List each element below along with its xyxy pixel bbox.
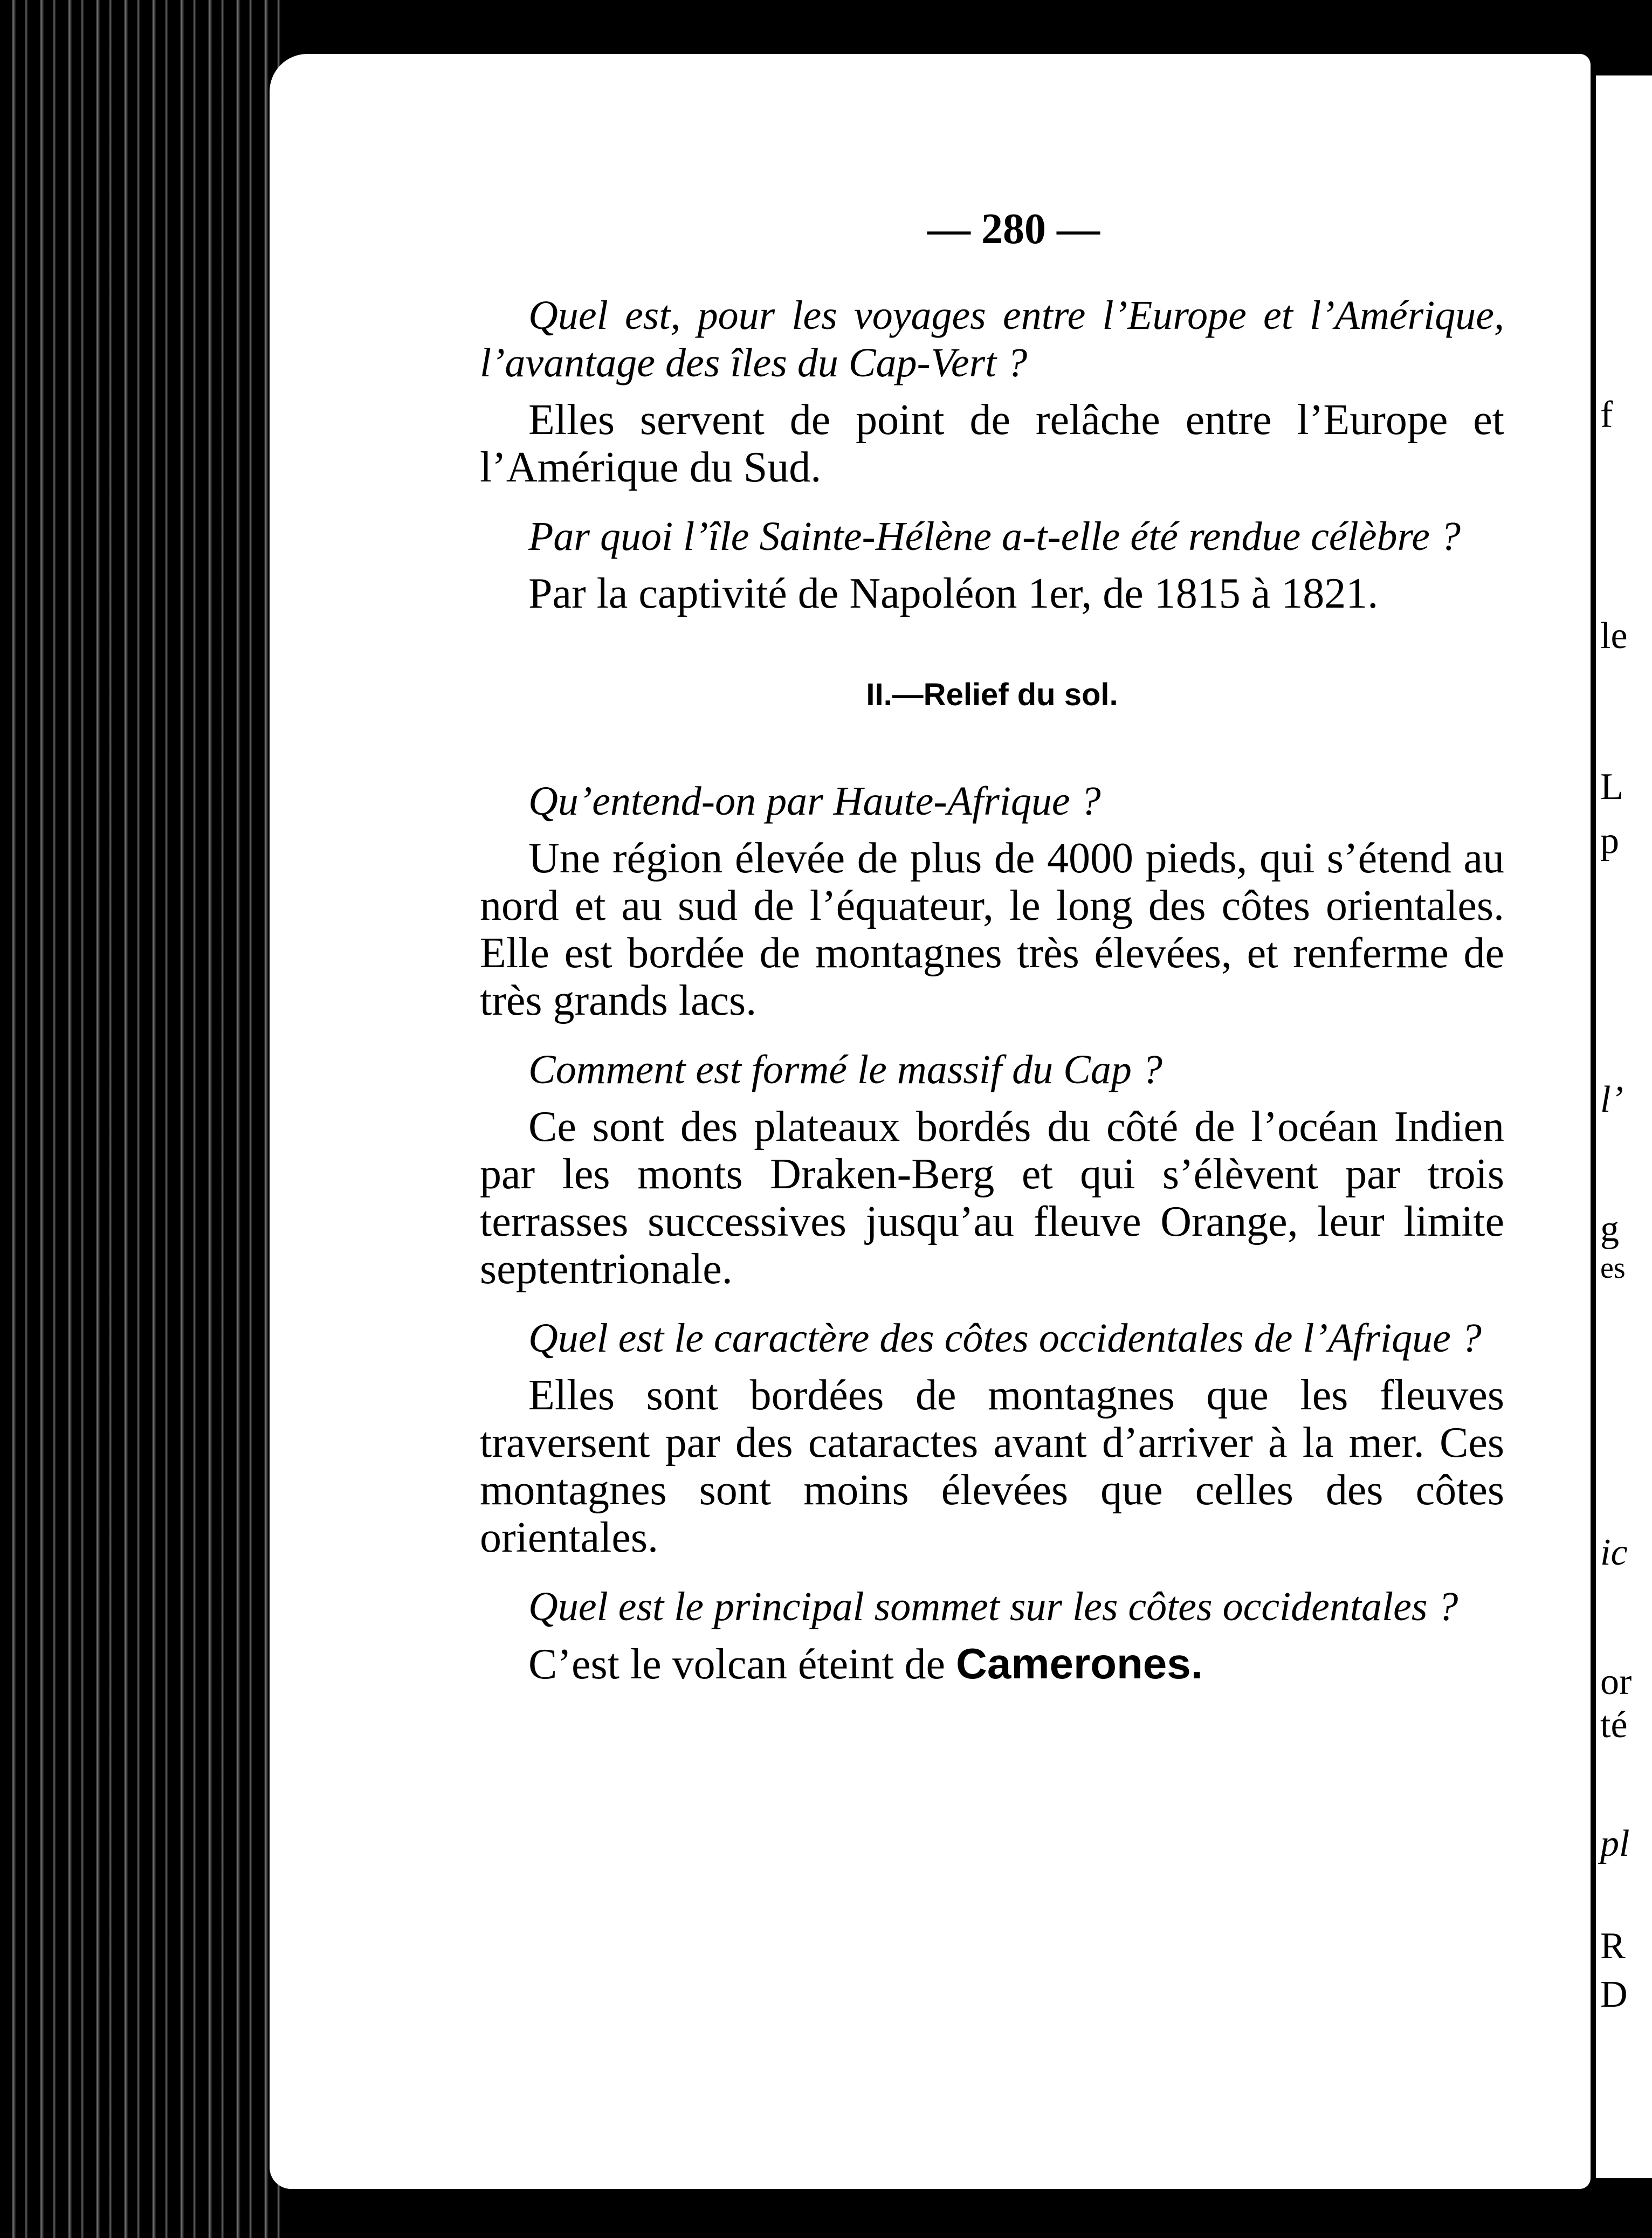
next-page-fragment: R — [1600, 1925, 1626, 1967]
answer: Par la captivité de Napoléon 1er, de 1815 à 1821. — [528, 570, 1379, 617]
question: Qu’entend-on par Haute-Afrique ? — [528, 779, 1101, 824]
next-page-fragment: es — [1600, 1251, 1626, 1285]
answer: Ce sont des plateaux bordés du côté de l’océan Indien par les monts Draken-Berg et qui s’élèvent par trois terrasses successives jusqu’au fleuve Orange, leur limite septentrionale. — [480, 1103, 1504, 1293]
next-page-fragment: L — [1600, 766, 1623, 808]
question: Quel est le principal sommet sur les côtes occidentales ? — [528, 1584, 1458, 1629]
qa-block — [480, 1314, 1504, 1561]
page-content — [480, 205, 1504, 1710]
answer-emphasis: Camerones. — [956, 1640, 1203, 1688]
answer: Une région élevée de plus de 4000 pieds, qui s’étend au nord et au sud de l’équateur, le long des côtes orientales. Elle est bordée de montagnes très élevées, et renferme de très grands lacs. — [480, 835, 1504, 1024]
question: Quel est le caractère des côtes occidentales de l’Afrique ? — [528, 1316, 1482, 1361]
qa-block — [480, 777, 1504, 1024]
section-heading: II.—Relief du sol. — [866, 677, 1118, 712]
next-page-fragment: té — [1600, 1704, 1628, 1746]
qa-block — [480, 513, 1504, 617]
next-page-fragment: or — [1600, 1661, 1632, 1703]
qa-block — [480, 292, 1504, 491]
next-page-edge — [1596, 75, 1652, 2178]
page-number: — 280 — — [927, 205, 1100, 253]
question: Par quoi l’île Sainte-Hélène a-t-elle été rendue célèbre ? — [528, 514, 1461, 559]
next-page-fragment: le — [1600, 615, 1628, 657]
qa-block — [480, 1046, 1504, 1293]
next-page-fragment: f — [1600, 394, 1613, 436]
question: Comment est formé le massif du Cap ? — [528, 1047, 1162, 1092]
next-page-fragment: D — [1600, 1974, 1628, 2015]
next-page-fragment: pl — [1600, 1823, 1630, 1864]
next-page-fragment: l’ — [1600, 1079, 1623, 1120]
next-page-fragment: ic — [1600, 1532, 1628, 1573]
answer-text: C’est le volcan éteint de — [528, 1641, 956, 1688]
question: Quel est, pour les voyages entre l’Europe et l’Amérique, l’avantage des îles du Cap-Vert ? — [480, 293, 1504, 385]
qa-block — [480, 1583, 1504, 1688]
answer: Elles servent de point de relâche entre l’Europe et l’Amérique du Sud. — [480, 396, 1504, 491]
answer: Elles sont bordées de montagnes que les fleuves traversent par des cataractes avant d’arriver à la mer. Ces montagnes sont moins élevées que celles des côtes orientales. — [480, 1372, 1504, 1561]
answer — [480, 1640, 1504, 1688]
next-page-fragment: p — [1600, 820, 1619, 862]
next-page-fragment: g — [1600, 1208, 1619, 1250]
book-edge-shadow — [0, 0, 280, 2238]
